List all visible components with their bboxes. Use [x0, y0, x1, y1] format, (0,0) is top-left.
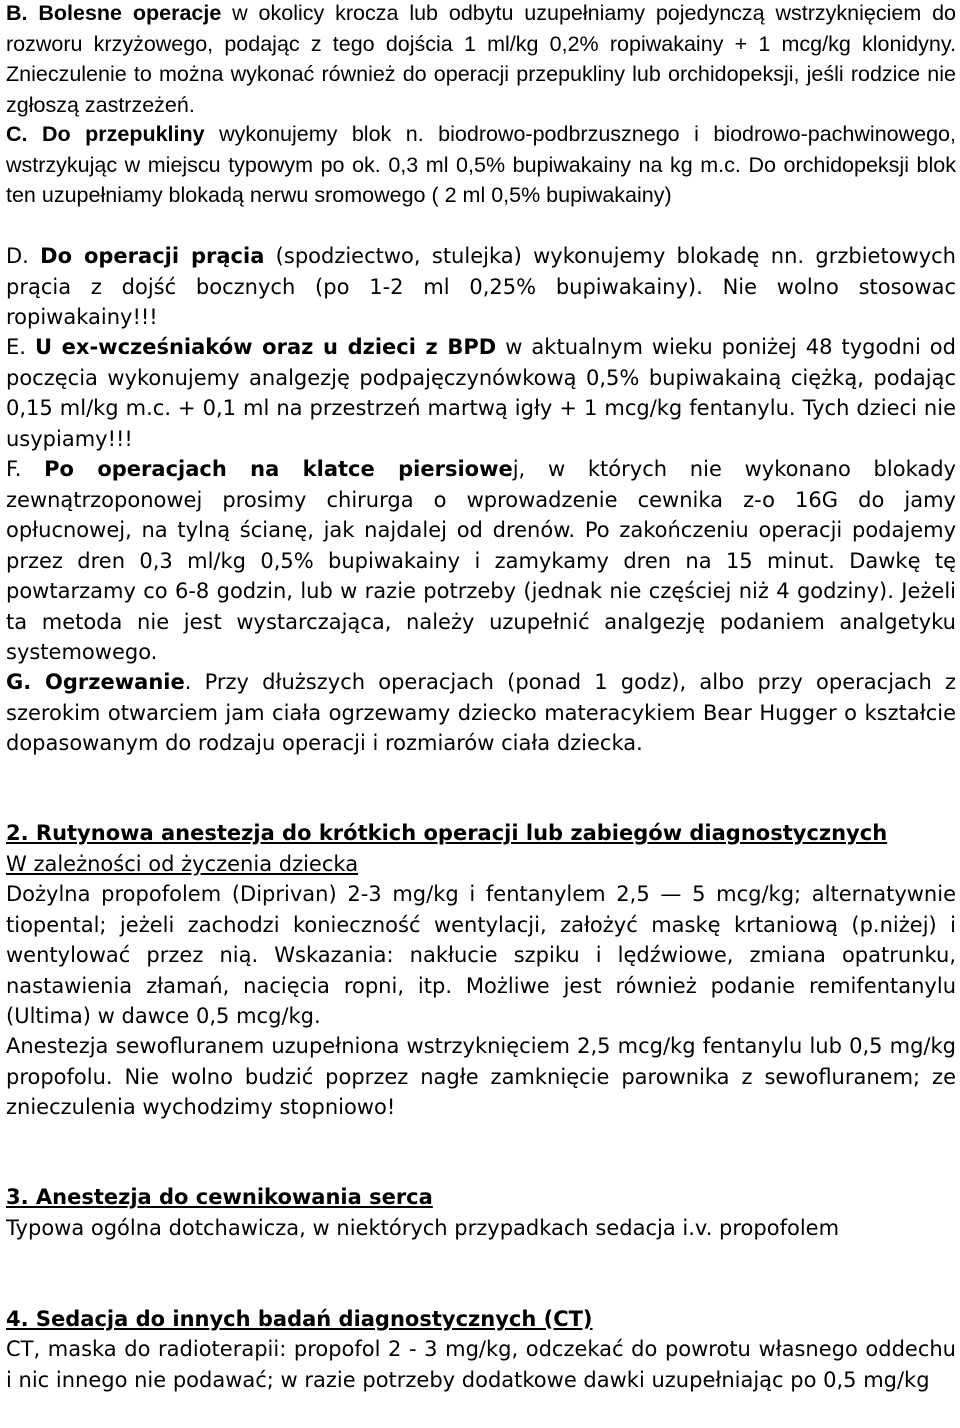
section-e-text: w aktualnym wieku poniżej 48 tygodni od poczęcia wykonujemy analgezję podpajęczynówkową 0,5% bupiwakainą ciężką, podając 0,15 ml/kg m.c. + 0,1 ml na przestrzeń martwą igły + 1 mcg/kg fentanylu. Tych dzieci nie usypiamy!!! — [6, 335, 956, 451]
section-2-heading — [6, 818, 956, 849]
section-c-text-1: wykonujemy blok n. biodrowo-podbrzusznego i biodrowo-pachwinowego, wstrzykując w miejscu typowym po ok. — [6, 122, 956, 177]
section-2-text-2: Anestezja sewofluranem uzupełniona wstrzyknięciem 2,5 mcg/kg fentanylu lub 0,5 mg/kg propofolu. Nie wolno budzić poprzez nagłe zamknięcie parownika z sewofluranem; ze znieczulenia wychodzimy stopniowo! — [6, 1034, 956, 1119]
section-c-title: Do przepukliny — [41, 122, 205, 146]
section-f-title: Po operacjach na klatce piersiowe — [44, 457, 513, 481]
section-c-paragraph — [6, 119, 956, 211]
section-b-title: Bolesne operacje — [38, 1, 222, 25]
section-f-text: j, w których nie wykonano blokady zewnątrzoponowej prosimy chirurga o wprowadzenie cewnika z-o 16G do jamy opłucnowej, na tylną ścianę, jak najdalej od drenów. Po zakończeniu operacji podajemy przez dren 0,3 ml/kg 0,5% bupiwakainy i zamykamy dren na 15 minut. Dawkę tę powtarzamy co 6-8 godzin, lub w razie potrzeby (jednak nie częściej niż 4 godziny). Jeżeli ta metoda nie jest wystarczająca, należy uzupełnić analgezję podaniem analgetyku systemowego. — [6, 457, 956, 664]
section-2-paragraph-2 — [6, 1031, 956, 1123]
section-d-title: Do operacji prącia — [40, 244, 265, 268]
section-g-text: . Przy dłuższych operacjach (ponad 1 godz), albo przy operacjach z szerokim otwarciem jam ciała ogrzewamy dziecko materacykiem Bear Hugger o kształcie dopasowanym do rodzaju operacji i rozmiarów ciała dziecka. — [6, 670, 956, 755]
section-d-label: D. — [6, 244, 29, 268]
section-3-heading-text: 3. Anestezja do cewnikowania serca — [6, 1185, 433, 1209]
section-c-label: C. — [6, 122, 28, 146]
section-b-text: w okolicy krocza lub odbytu uzupełniamy pojedynczą wstrzyknięciem do rozworu krzyżowego, podając z tego dojścia 1 ml/kg 0,2% ropiwakainy + 1 mcg/kg klonidyny. Znieczulenie to można wykonać również do operacji przepukliny lub orchidopeksji, jeśli rodzice nie zgłoszą zastrzeżeń. — [6, 1, 956, 117]
section-d-text: (spodziectwo, stulejka) wykonujemy blokadę nn. grzbietowych prącia z dojść bocznych (po 1-2 ml 0,25% bupiwakainy). Nie wolno stosowac ropiwakainy!!! — [6, 244, 956, 329]
section-f-label: F. — [6, 457, 22, 481]
section-e-title: U ex-wcześniaków oraz u dzieci z BPD — [34, 335, 497, 359]
section-c-text-2: 0,3 ml 0,5% bupiwakainy na kg m.c. Do orchidopeksji blok ten uzupełniamy blokadą nerwu sromowego ( 2 ml 0,5% bupiwakainy) — [6, 152, 956, 207]
section-4-heading-text: 4. Sedacja do innych badań diagnostycznych (CT) — [6, 1307, 593, 1331]
section-g-paragraph — [6, 667, 956, 759]
section-4-text: CT, maska do radioterapii: propofol 2 - 3 mg/kg, odczekać do powrotu własnego oddechu i nic innego nie podawać; w razie potrzeby dodatkowe dawki uzupełniając po 0,5 mg/kg — [6, 1337, 956, 1392]
section-2-subheading — [6, 849, 956, 880]
section-2-heading-text: 2. Rutynowa anestezja do krótkich operacji lub zabiegów diagnostycznych — [6, 821, 888, 845]
section-g-title: G. Ogrzewanie — [6, 670, 185, 694]
section-f-paragraph — [6, 454, 956, 668]
section-e-label: E. — [6, 335, 26, 359]
section-2-subheading-text: W zależności od życzenia dziecka — [6, 852, 359, 876]
section-3-paragraph — [6, 1213, 956, 1244]
section-3-text: Typowa ogólna dotchawicza, w niektórych przypadkach sedacja i.v. propofolem — [6, 1216, 840, 1240]
section-3-heading — [6, 1182, 956, 1213]
section-b-label: B. — [6, 1, 28, 25]
section-4-paragraph — [6, 1334, 956, 1395]
section-e-paragraph — [6, 332, 956, 454]
section-2-text-1: Dożylna propofolem (Diprivan) 2-3 mg/kg i fentanylem 2,5 — 5 mcg/kg; alternatywnie tiopental; jeżeli zachodzi konieczność wentylacji, założyć maskę krtaniową (p.niżej) i wentylować przez nią. Wskazania: nakłucie szpiku i lędźwiowe, zmiana opatrunku, nastawienia złamań, nacięcia ropni, itp. Możliwe jest również podanie remifentanylu (Ultima) w dawce 0,5 mcg/kg. — [6, 882, 956, 1028]
section-d-paragraph — [6, 241, 956, 333]
section-4-heading — [6, 1304, 956, 1335]
section-2-paragraph-1 — [6, 879, 956, 1032]
section-b-paragraph — [6, 0, 956, 120]
